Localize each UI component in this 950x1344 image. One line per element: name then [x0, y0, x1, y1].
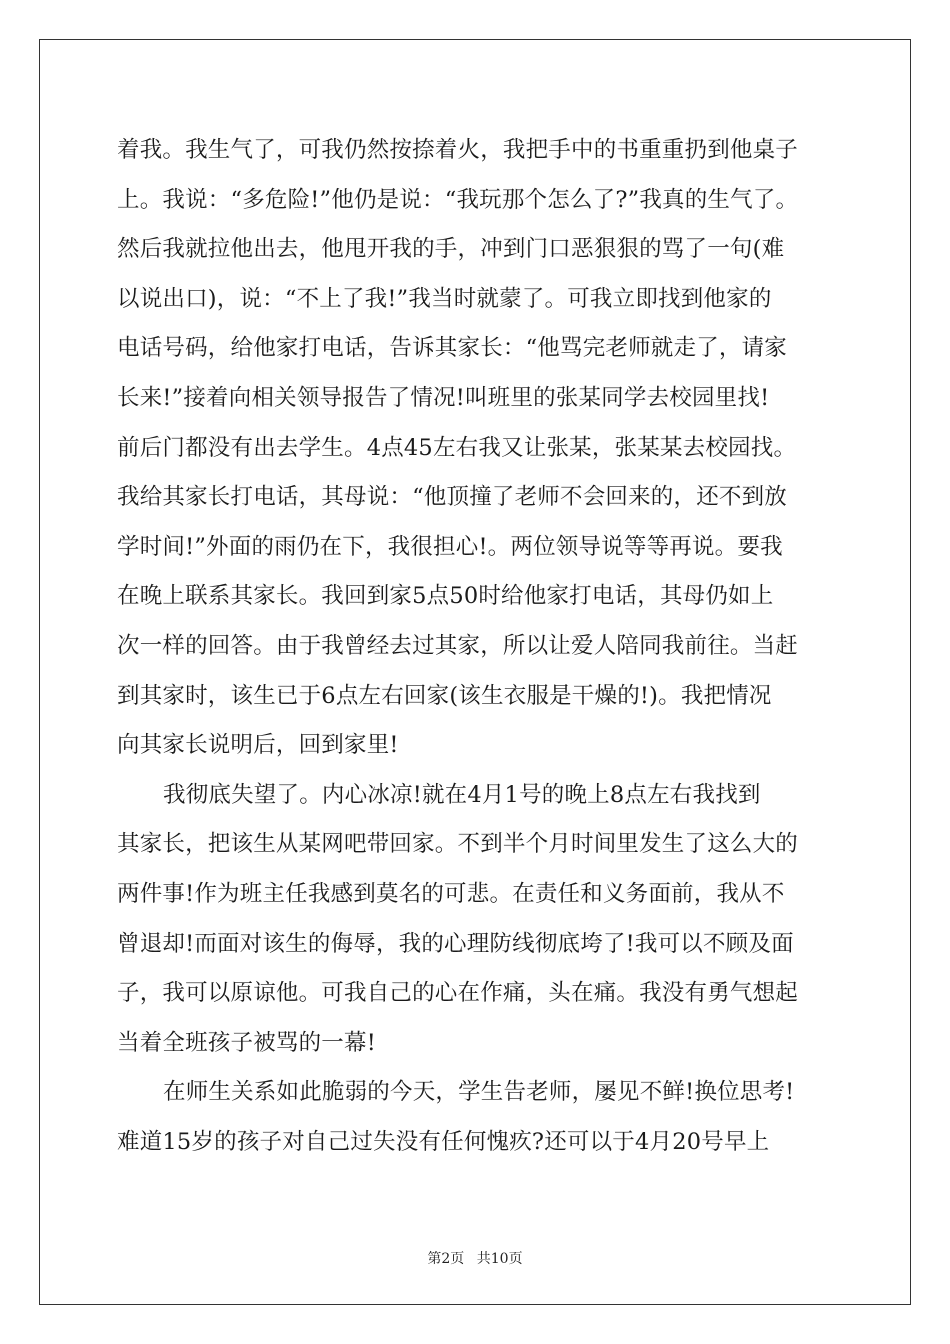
text-line: 着我。我生气了，可我仍然按捺着火，我把手中的书重重扔到他桌子: [117, 137, 799, 163]
text-line: 然后我就拉他出去，他甩开我的手，冲到门口恶狠狠的骂了一句(难: [117, 236, 785, 263]
text-line: 两件事!作为班主任我感到莫名的可悲。在责任和义务面前，我从不: [117, 880, 785, 907]
paragraph-start-line: 我彻底失望了。内心冰凉!就在4月1号的晚上8点左右我找到: [163, 781, 761, 808]
text-line: 子，我可以原谅他。可我自己的心在作痛，头在痛。我没有勇气想起: [117, 980, 799, 1007]
document-body: [117, 126, 837, 1167]
text-line: 在晚上联系其家长。我回到家5点50时给他家打电话，其母仍如上: [117, 583, 774, 610]
text-line: 上。我说：“多危险!”他仍是说：“我玩那个怎么了?”我真的生气了。: [117, 186, 799, 213]
page-number: 第2页: [427, 1251, 465, 1267]
text-line: 电话号码，给他家打电话，告诉其家长：“他骂完老师就走了，请家: [117, 335, 788, 362]
page-footer: [0, 1248, 950, 1268]
text-line: 其家长，把该生从某网吧带回家。不到半个月时间里发生了这么大的: [117, 831, 799, 858]
text-line: 难道15岁的孩子对自己过失没有任何愧疚?还可以于4月20号早上: [117, 1128, 770, 1155]
text-line: 以说出口)，说：“不上了我!”我当时就蒙了。可我立即找到他家的: [117, 285, 772, 312]
text-line: 学时间!”外面的雨仍在下，我很担心!。两位领导说等等再说。要我: [117, 533, 783, 560]
text-line: 到其家时，该生已于6点左右回家(该生衣服是干燥的!)。我把情况: [117, 682, 772, 709]
text-line: 曾退却!而面对该生的侮辱，我的心理防线彻底垮了!我可以不顾及面: [117, 930, 794, 957]
text-line: 次一样的回答。由于我曾经去过其家，所以让爱人陪同我前往。当赶: [117, 632, 799, 659]
text-line: 当着全班孩子被骂的一幕!: [117, 1029, 376, 1056]
text-line: 前后门都没有出去学生。4点45左右我又让张某，张某某去校园找。: [117, 434, 797, 461]
paragraph-start-line: 在师生关系如此脆弱的今天，学生告老师，屡见不鲜!换位思考!: [163, 1079, 795, 1106]
text-line: 向其家长说明后，回到家里!: [117, 732, 399, 759]
text-line: 长来!”接着向相关领导报告了情况!叫班里的张某同学去校园里找!: [117, 384, 770, 411]
text-line: 我给其家长打电话，其母说：“他顶撞了老师不会回来的，还不到放: [117, 484, 788, 511]
page-total: 共10页: [476, 1251, 523, 1267]
